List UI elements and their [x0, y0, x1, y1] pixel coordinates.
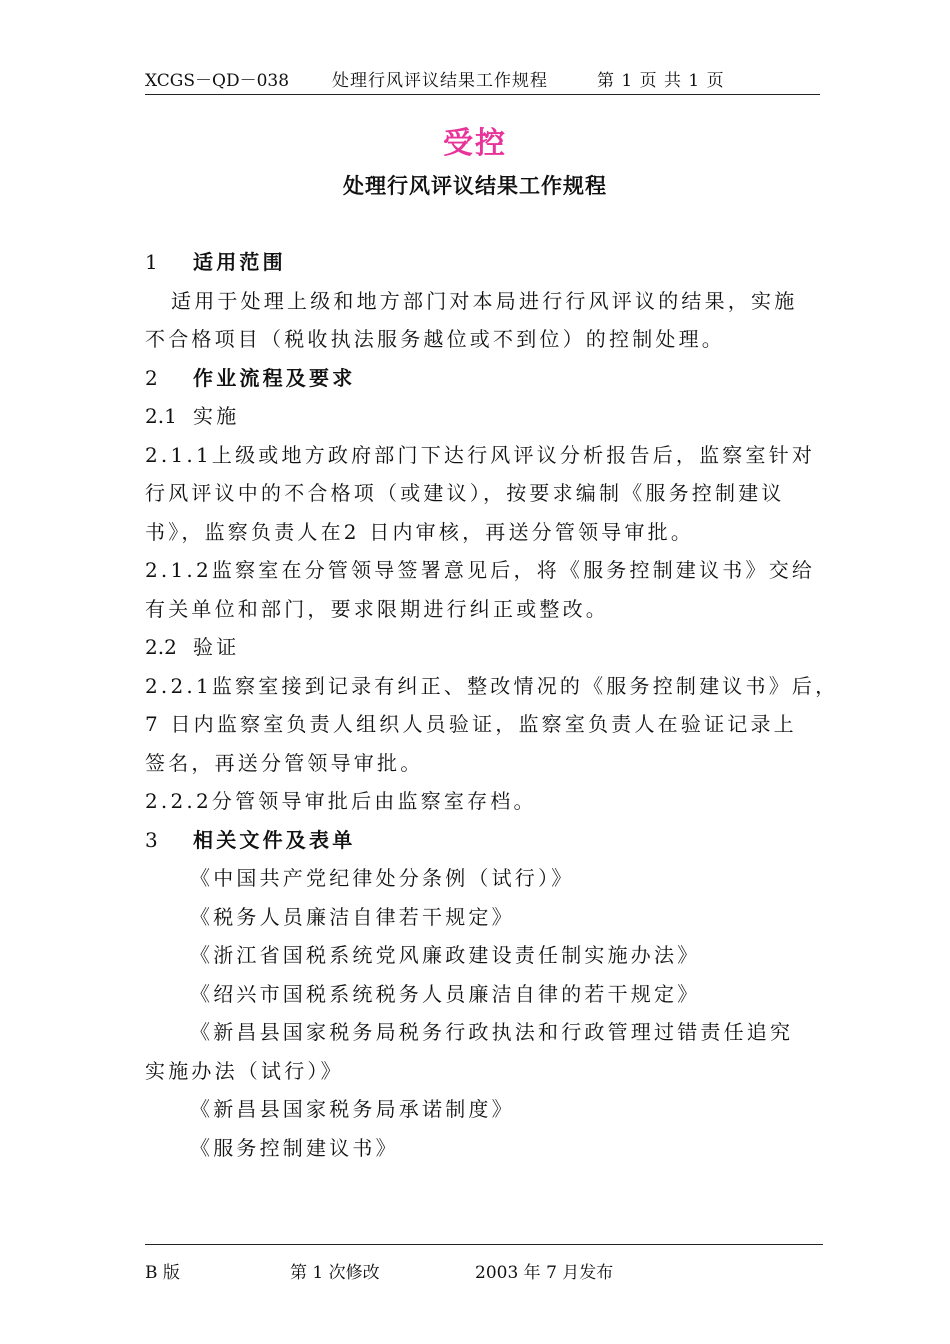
revision-label: 第 1 次修改: [290, 1263, 380, 1283]
controlled-stamp: 受控: [443, 126, 507, 161]
subsection-number: 2.2: [145, 635, 177, 659]
document-body: [145, 243, 839, 1167]
reference-document: 《绍兴市国税系统税务人员廉洁自律的若干规定》: [190, 981, 701, 1006]
section-number: 2: [145, 365, 158, 390]
reference-document: 《新昌县国家税务局承诺制度》: [190, 1097, 515, 1121]
subsection-number: 2.1: [145, 404, 177, 428]
reference-document: 《新昌县国家税务局税务行政执法和行政管理过错责任追究: [190, 1020, 794, 1044]
paragraph-line: 2.2.2分管领导审批后由监察室存档。: [145, 789, 537, 813]
section-title: 作业流程及要求: [193, 365, 356, 390]
reference-document: 实施办法（试行）》: [145, 1058, 344, 1083]
paragraph-line: 2.2.1监察室接到记录有纠正、整改情况的《服务控制建议书》后，: [145, 673, 839, 698]
section-number: 3: [145, 827, 158, 852]
paragraph-line: 2.1.2监察室在分管领导签署意见后，将《服务控制建议书》交给: [145, 558, 816, 582]
release-date: 2003 年 7 月发布: [475, 1263, 614, 1283]
page-footer: [145, 1244, 823, 1285]
section-title: 适用范围: [193, 250, 286, 274]
paragraph-line: 签名，再送分管领导审批。: [145, 750, 424, 775]
header-title: 处理行风评议结果工作规程: [332, 71, 548, 91]
page-number: 第 1 页 共 1 页: [597, 71, 725, 91]
reference-document: 《浙江省国税系统党风廉政建设责任制实施办法》: [190, 943, 701, 967]
section-heading: [145, 243, 825, 282]
section-number: 1: [145, 250, 158, 274]
document-title: 处理行风评议结果工作规程: [343, 174, 607, 198]
section-heading: [145, 821, 825, 860]
reference-document: 《中国共产党纪律处分条例（试行）》: [190, 866, 575, 890]
paragraph-line: 行风评议中的不合格项（或建议），按要求编制《服务控制建议: [145, 481, 785, 505]
paragraph-line: 7 日内监察室负责人组织人员验证，监察室负责人在验证记录上: [145, 712, 797, 736]
subsection-heading: [145, 628, 825, 667]
page-header: [145, 62, 820, 95]
section-heading: [145, 359, 825, 398]
paragraph-line: 书》，监察负责人在2 日内审核，再送分管领导审批。: [145, 519, 695, 544]
subsection-title: 验证: [193, 635, 240, 659]
paragraph-line: 2.1.1上级或地方政府部门下达行风评议分析报告后，监察室针对: [145, 442, 816, 467]
section-title: 相关文件及表单: [193, 827, 356, 852]
version-label: B 版: [145, 1263, 180, 1283]
reference-document: 《服务控制建议书》: [190, 1135, 399, 1160]
subsection-heading: [145, 397, 825, 436]
paragraph-line: 有关单位和部门，要求限期进行纠正或整改。: [145, 596, 609, 621]
subsection-title: 实施: [193, 404, 240, 428]
document-code: XCGS－QD－038: [145, 71, 290, 91]
reference-document: 《税务人员廉洁自律若干规定》: [190, 904, 515, 929]
paragraph-line: 不合格项目（税收执法服务越位或不到位）的控制处理。: [145, 327, 725, 351]
paragraph-line: 适用于处理上级和地方部门对本局进行行风评议的结果，实施: [171, 288, 798, 313]
